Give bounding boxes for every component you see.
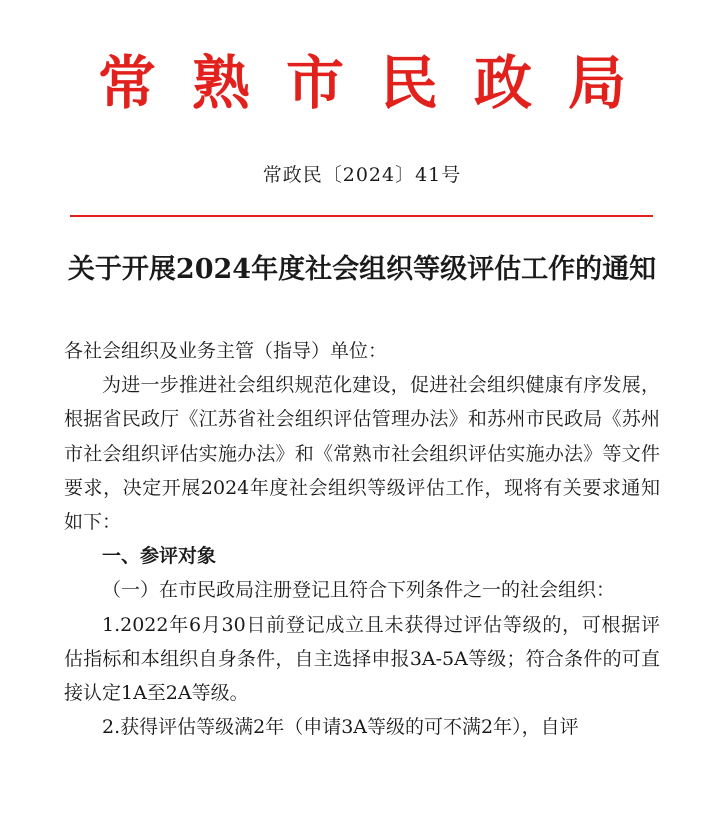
red-separator-line: [70, 215, 653, 217]
subsection-paragraph: （一）在市民政局注册登记且符合下列条件之一的社会组织：: [102, 579, 616, 602]
document-number: 常政民〔2024〕41号: [262, 164, 462, 186]
list-item-1: 1.2022年6月30日前登记成立且未获得过评估等级的，可根据评估指标和本组织自身条件，自主选择申报3A-5A等级；符合条件的可直接认定1A至2A等级。: [64, 613, 660, 705]
list-item-2: 2.获得评估等级满2年（申请3A等级的可不满2年），自评: [102, 716, 579, 739]
intro-paragraph: 为进一步推进社会组织规范化建设，促进社会组织健康有序发展，根据省民政厅《江苏省社会组织评估管理办法》和苏州市民政局《苏州市社会组织评估实施办法》和《常熟市社会组织评估实施办法》等文件要求，决定开展2024年度社会组织等级评估工作，现将有关要求通知如下：: [64, 374, 660, 534]
salutation: 各社会组织及业务主管（指导）单位：: [64, 340, 388, 362]
document-body: [64, 334, 660, 744]
section-heading: 一、参评对象: [102, 545, 217, 568]
issuing-organization-header: 常熟市民政局: [97, 49, 662, 117]
document-title: 关于开展2024年度社会组织等级评估工作的通知: [67, 254, 657, 285]
